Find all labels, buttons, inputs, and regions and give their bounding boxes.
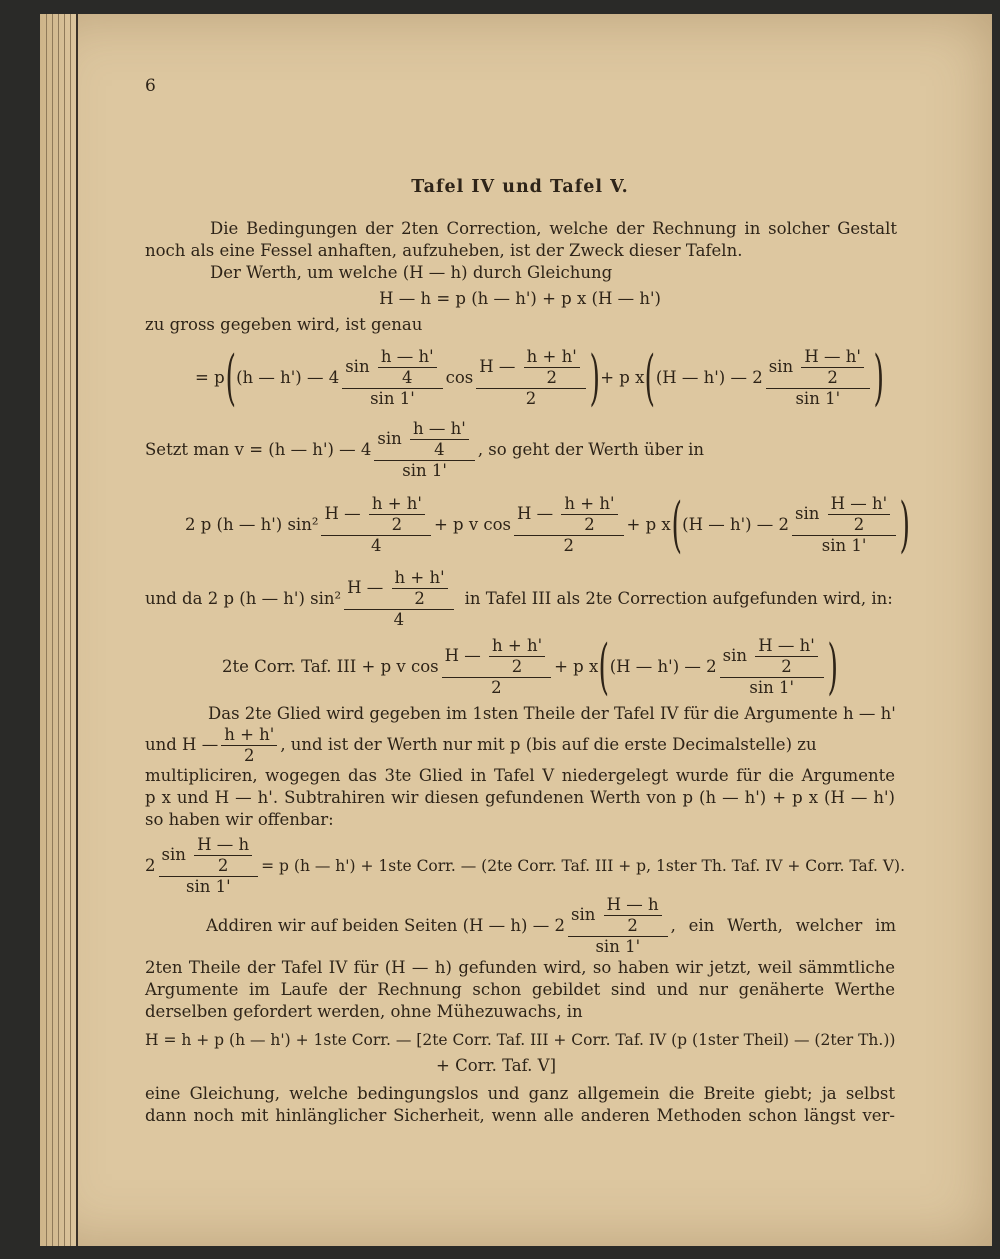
fraction [374, 420, 474, 480]
equation: H = h + p (h — h') + 1ste Corr. — [2te Corr. Taf. III + Corr. Taf. IV (p (1ster Theil) — (2ter Th.)) [145, 1031, 896, 1049]
denominator: 4 [393, 610, 405, 629]
fraction [766, 348, 870, 408]
denominator: sin 1' [370, 389, 415, 408]
eq-term: + p x [600, 368, 645, 387]
fraction [344, 569, 454, 629]
paren-open: ( [598, 632, 610, 702]
fraction [476, 348, 586, 408]
fraction [342, 348, 442, 408]
eq-term: = p [195, 368, 225, 387]
text-line: so haben wir offenbar: [145, 810, 334, 829]
eq-term: (H — h') — 2 [655, 368, 763, 387]
denominator: 2 [827, 368, 838, 387]
denominator: 2 [391, 515, 403, 534]
numerator-part: H — [347, 578, 384, 597]
text-line: eine Gleichung, welche bedingungslos und ganz allgemein die Breite giebt; ja selbst [145, 1084, 895, 1103]
denominator: 2 [584, 515, 595, 534]
numerator: h + h' [392, 569, 448, 589]
equation [145, 836, 905, 896]
numerator: h + h' [489, 637, 545, 657]
numerator: H — h' [801, 348, 864, 368]
paren-open: ( [225, 343, 236, 413]
equation [195, 343, 884, 413]
text-line: zu gross gegeben wird, ist genau [145, 315, 423, 334]
fraction [792, 495, 896, 555]
sin-label: sin [768, 357, 794, 376]
text-line: Das 2te Glied wird gegeben im 1sten Theile der Tafel IV für die Argumente h — h' [208, 704, 896, 723]
equation [222, 634, 838, 700]
fraction [561, 495, 617, 534]
paren-open: ( [644, 343, 656, 413]
denominator: 2 [853, 515, 865, 534]
text-line: 2ten Theile der Tafel IV für (H — h) gefunden wird, so haben wir jetzt, weil sämmtliche [145, 958, 895, 977]
eq-term: (H — h') — 2 [609, 657, 717, 676]
eq-term: 2 [145, 856, 156, 875]
numerator: h + h' [221, 726, 277, 746]
text-part: und H — [145, 735, 219, 754]
text-part: , und ist der Werth nur mit p (bis auf die erste Decimalstelle) zu [280, 735, 817, 754]
denominator: 2 [244, 745, 255, 765]
text-line: p x und H — h'. Subtrahiren wir diesen gefundenen Werth von p (h — h') + p x (H — h') [145, 788, 895, 807]
fraction [159, 836, 259, 896]
eq-term: (h — h') — 4 [236, 368, 340, 387]
numerator: h + h' [561, 495, 617, 515]
text-line: noch als eine Fessel anhaften, aufzuheben, ist der Zweck dieser Tafeln. [145, 241, 743, 260]
numerator-part: H — [479, 357, 516, 376]
fraction [410, 420, 469, 459]
numerator-part: H — [517, 504, 554, 523]
denominator: 2 [511, 657, 523, 676]
denominator: 4 [401, 368, 413, 387]
numerator: h — h' [378, 348, 437, 368]
fraction [604, 896, 662, 935]
denominator: 2 [546, 368, 557, 387]
numerator: H — h [194, 836, 252, 856]
numerator: h + h' [369, 495, 425, 515]
text-part: Addiren wir auf beiden Seiten (H — h) — 2 [206, 916, 565, 935]
paren-close: ) [899, 490, 911, 560]
fraction [442, 637, 552, 697]
equation: H — h = p (h — h') + p x (H — h') [379, 289, 661, 308]
text-line: derselben gefordert werden, ohne Mühezuwachs, in [145, 1002, 583, 1021]
denominator: sin 1' [749, 678, 795, 697]
denominator: 4 [434, 440, 445, 459]
denominator: 2 [491, 678, 502, 697]
numerator-part: H — [324, 504, 361, 523]
fraction [755, 637, 818, 676]
fraction [194, 836, 252, 875]
eq-term: 2 p (h — h') sin² [185, 515, 319, 534]
page-binding-edge [40, 14, 78, 1246]
eq-term: + p x [626, 515, 671, 534]
page-number: 6 [145, 76, 156, 96]
denominator: sin 1' [821, 536, 867, 555]
paren-close: ) [589, 343, 600, 413]
text-line: multipliciren, wogegen das 3te Glied in Tafel V niedergelegt wurde für die Argumente [145, 766, 895, 785]
text-part: Setzt man v = (h — h') — 4 [145, 440, 372, 459]
denominator: sin 1' [402, 461, 447, 480]
fraction [720, 637, 824, 697]
fraction [801, 348, 864, 387]
fraction [392, 569, 448, 608]
numerator: H — h [604, 896, 662, 916]
numerator: H — h' [755, 637, 818, 657]
denominator: 2 [563, 536, 575, 555]
denominator: sin 1' [595, 937, 641, 956]
text-line [145, 724, 895, 766]
text-line: dann noch mit hinlänglicher Sicherheit, wenn alle anderen Methoden schon längst ver- [145, 1106, 895, 1125]
denominator: 2 [627, 916, 638, 935]
text-line: Die Bedingungen der 2ten Correction, welche der Rechnung in solcher Gestalt [210, 219, 897, 238]
sin-label: sin [795, 504, 820, 523]
denominator: 2 [781, 657, 792, 676]
sin-label: sin [570, 905, 596, 924]
sin-label: sin [345, 357, 370, 376]
equation [185, 492, 911, 558]
text-part: , so geht der Werth über in [477, 440, 704, 459]
sin-label: sin [722, 646, 747, 665]
fraction [524, 348, 580, 387]
sin-label: sin [377, 429, 402, 448]
fraction [321, 495, 431, 555]
numerator: h — h' [410, 420, 469, 440]
denominator: 2 [217, 856, 229, 875]
paren-close: ) [873, 343, 884, 413]
eq-term: + p v cos [433, 515, 512, 534]
numerator-part: H — [444, 646, 481, 665]
fraction [568, 896, 668, 956]
fraction [378, 348, 437, 387]
text-part: und da 2 p (h — h') sin² [145, 589, 342, 608]
fraction [221, 726, 277, 765]
equation: + Corr. Taf. V] [436, 1056, 557, 1075]
sin-label: sin [161, 845, 186, 864]
eq-term: = p (h — h') + 1ste Corr. — (2te Corr. Taf. III + p, 1ster Th. Taf. IV + Corr. Taf. V). [261, 857, 905, 875]
denominator: sin 1' [185, 877, 231, 896]
numerator: H — h' [828, 495, 891, 515]
fraction [369, 495, 425, 534]
text-part: in Tafel III als 2te Correction aufgefunden wird, in: [464, 589, 893, 608]
denominator: sin 1' [795, 389, 841, 408]
eq-term: + p x [554, 657, 599, 676]
equation [145, 418, 704, 482]
eq-term: 2te Corr. Taf. III + p v cos [222, 657, 439, 676]
fraction [514, 495, 624, 555]
denominator: 2 [414, 589, 425, 608]
paren-open: ( [671, 490, 682, 560]
fraction [489, 637, 545, 676]
equation [145, 566, 893, 632]
text-line: Argumente im Laufe der Rechnung schon gebildet sind und nur genäherte Werthe [145, 980, 895, 999]
denominator: 2 [525, 389, 537, 408]
text-part: , ein Werth, welcher im [670, 916, 896, 935]
paren-close: ) [827, 632, 838, 702]
eq-term: (H — h') — 2 [682, 515, 790, 534]
denominator: 4 [370, 536, 382, 555]
fraction [828, 495, 891, 534]
cos-label: cos [445, 368, 474, 387]
section-heading: Tafel IV und Tafel V. [411, 177, 629, 197]
text-line [206, 896, 896, 956]
text-line: Der Werth, um welche (H — h) durch Gleichung [210, 263, 613, 282]
numerator: h + h' [524, 348, 580, 368]
